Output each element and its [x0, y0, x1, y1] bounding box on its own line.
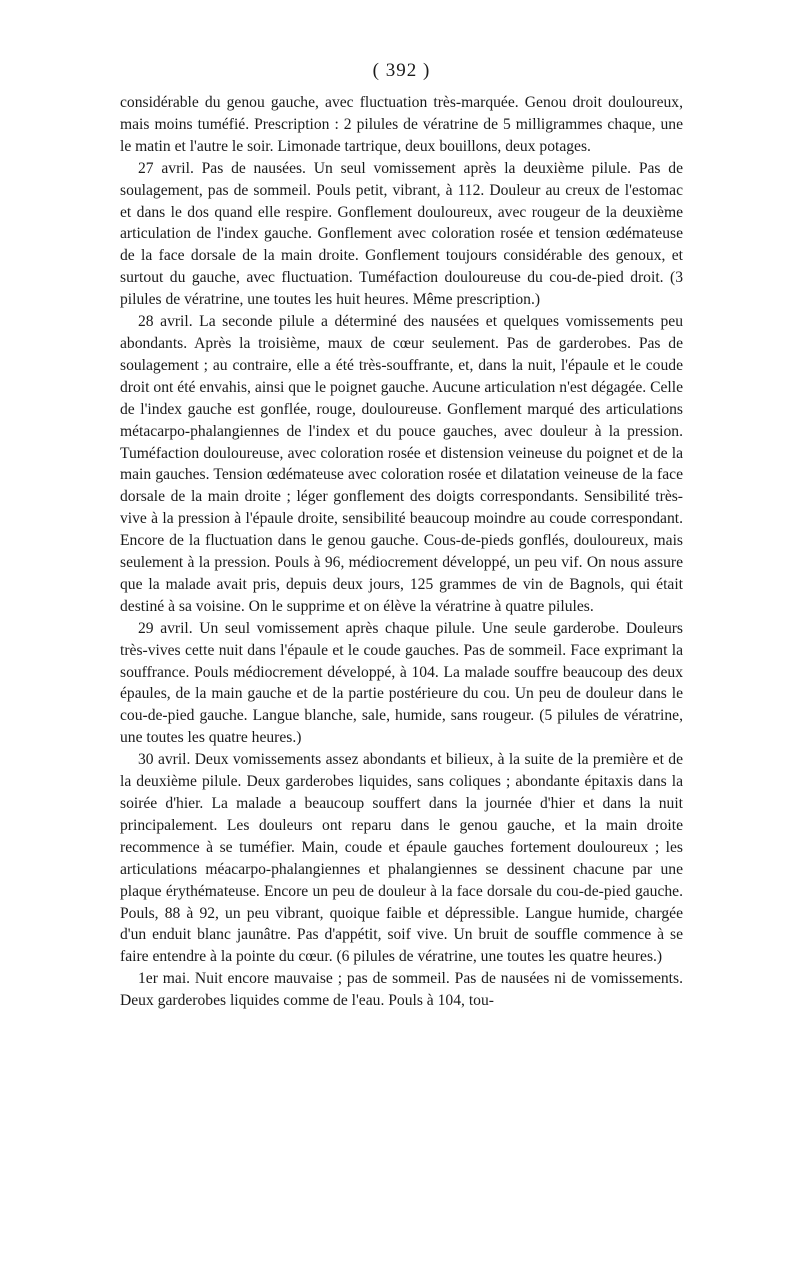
paragraph-1er-mai: 1er mai. Nuit encore mauvaise ; pas de sommeil. Pas de nausées ni de vomissements. Deux garderobes liquides comme de l'eau. Pouls à 104, tou-	[120, 970, 683, 1010]
page-number: ( 392 )	[372, 60, 431, 81]
document-page	[120, 56, 683, 1012]
paragraph-continuation: considérable du genou gauche, avec fluctuation très-marquée. Genou droit douloureux, mais moins tuméfié. Prescription : 2 pilules de vératrine de 5 milligrammes chaque, une le matin et l'autre le soir. Limonade tartrique, deux bouillons, deux potages.	[120, 94, 683, 155]
paragraph-29-avril: 29 avril. Un seul vomissement après chaque pilule. Une seule garderobe. Douleurs très-vives cette nuit dans l'épaule et le coude gauches. Pas de sommeil. Face exprimant la souffrance. Pouls médiocrement développé, à 104. La malade souffre beaucoup des deux épaules, de la main gauche et de la partie postérieure du cou. Un peu de douleur dans le cou-de-pied gauche. Langue blanche, sale, humide, sans rougeur. (5 pilules de vératrine, une toutes les quatre heures.)	[120, 619, 683, 747]
paragraph-28-avril: 28 avril. La seconde pilule a déterminé des nausées et quelques vomissements peu abondants. Après la troisième, maux de cœur seulement. Pas de garderobes. Pas de soulagement ; au contraire, elle a été très-souffrante, et, dans la nuit, l'épaule et le coude droit ont été envahis, ainsi que le poignet gauche. Aucune articulation n'est dégagée. Celle de l'index gauche est gonflée, rouge, douloureuse. Gonflement marqué des articulations métacarpo-phalangiennes de l'index et du pouce gauches, avec douleur à la pression. Tuméfaction douloureuse, avec coloration rosée et distension veineuse du poignet et de la main gauches. Tension œdémateuse avec coloration rosée et dilatation veineuse de la face dorsale de la main droite ; léger gonflement des doigts correspondants. Sensibilité très-vive à la pression à l'épaule droite, sensibilité beaucoup moindre au coude correspondant. Encore de la fluctuation dans le genou gauche. Cous-de-pieds gonflés, douloureux, mais seulement à la pression. Pouls à 96, médiocrement développé, un peu vif. On nous assure que la malade avait pris, depuis deux jours, 125 grammes de vin de Bagnols, qui était destiné à sa voisine. On le supprime et on élève la vératrine à quatre pilules.	[120, 313, 683, 615]
body-text	[120, 92, 683, 1012]
paragraph-30-avril: 30 avril. Deux vomissements assez abondants et bilieux, à la suite de la première et de la deuxième pilule. Deux garderobes liquides, sans coliques ; abondante épitaxis dans la soirée d'hier. La malade a beaucoup souffert dans la journée d'hier et dans la nuit principalement. Les douleurs ont reparu dans le genou gauche, et la main droite recommence à se tuméfier. Main, coude et épaule gauches fortement douloureux ; les articulations méacarpo-phalangiennes et phalangiennes se dessinent chacune par une plaque érythémateuse. Encore un peu de douleur à la face dorsale du cou-de-pied gauche. Pouls, 88 à 92, un peu vibrant, quoique faible et dépressible. Langue humide, chargée d'un enduit blanc jaunâtre. Pas d'appétit, soif vive. Un bruit de souffle commence à se faire entendre à la pointe du cœur. (6 pilules de vératrine, une toutes les quatre heures.)	[120, 751, 683, 966]
paragraph-27-avril: 27 avril. Pas de nausées. Un seul vomissement après la deuxième pilule. Pas de soulagement, pas de sommeil. Pouls petit, vibrant, à 112. Douleur au creux de l'estomac et dans le dos quand elle respire. Gonflement douloureux, avec rougeur de la deuxième articulation de l'index gauche. Gonflement avec coloration rosée et tension œdémateuse de la face dorsale de la main droite. Gonflement toujours considérable des genoux, et surtout du gauche, avec fluctuation. Tuméfaction douloureuse du cou-de-pied droit. (3 pilules de vératrine, une toutes les huit heures. Même prescription.)	[120, 159, 683, 309]
